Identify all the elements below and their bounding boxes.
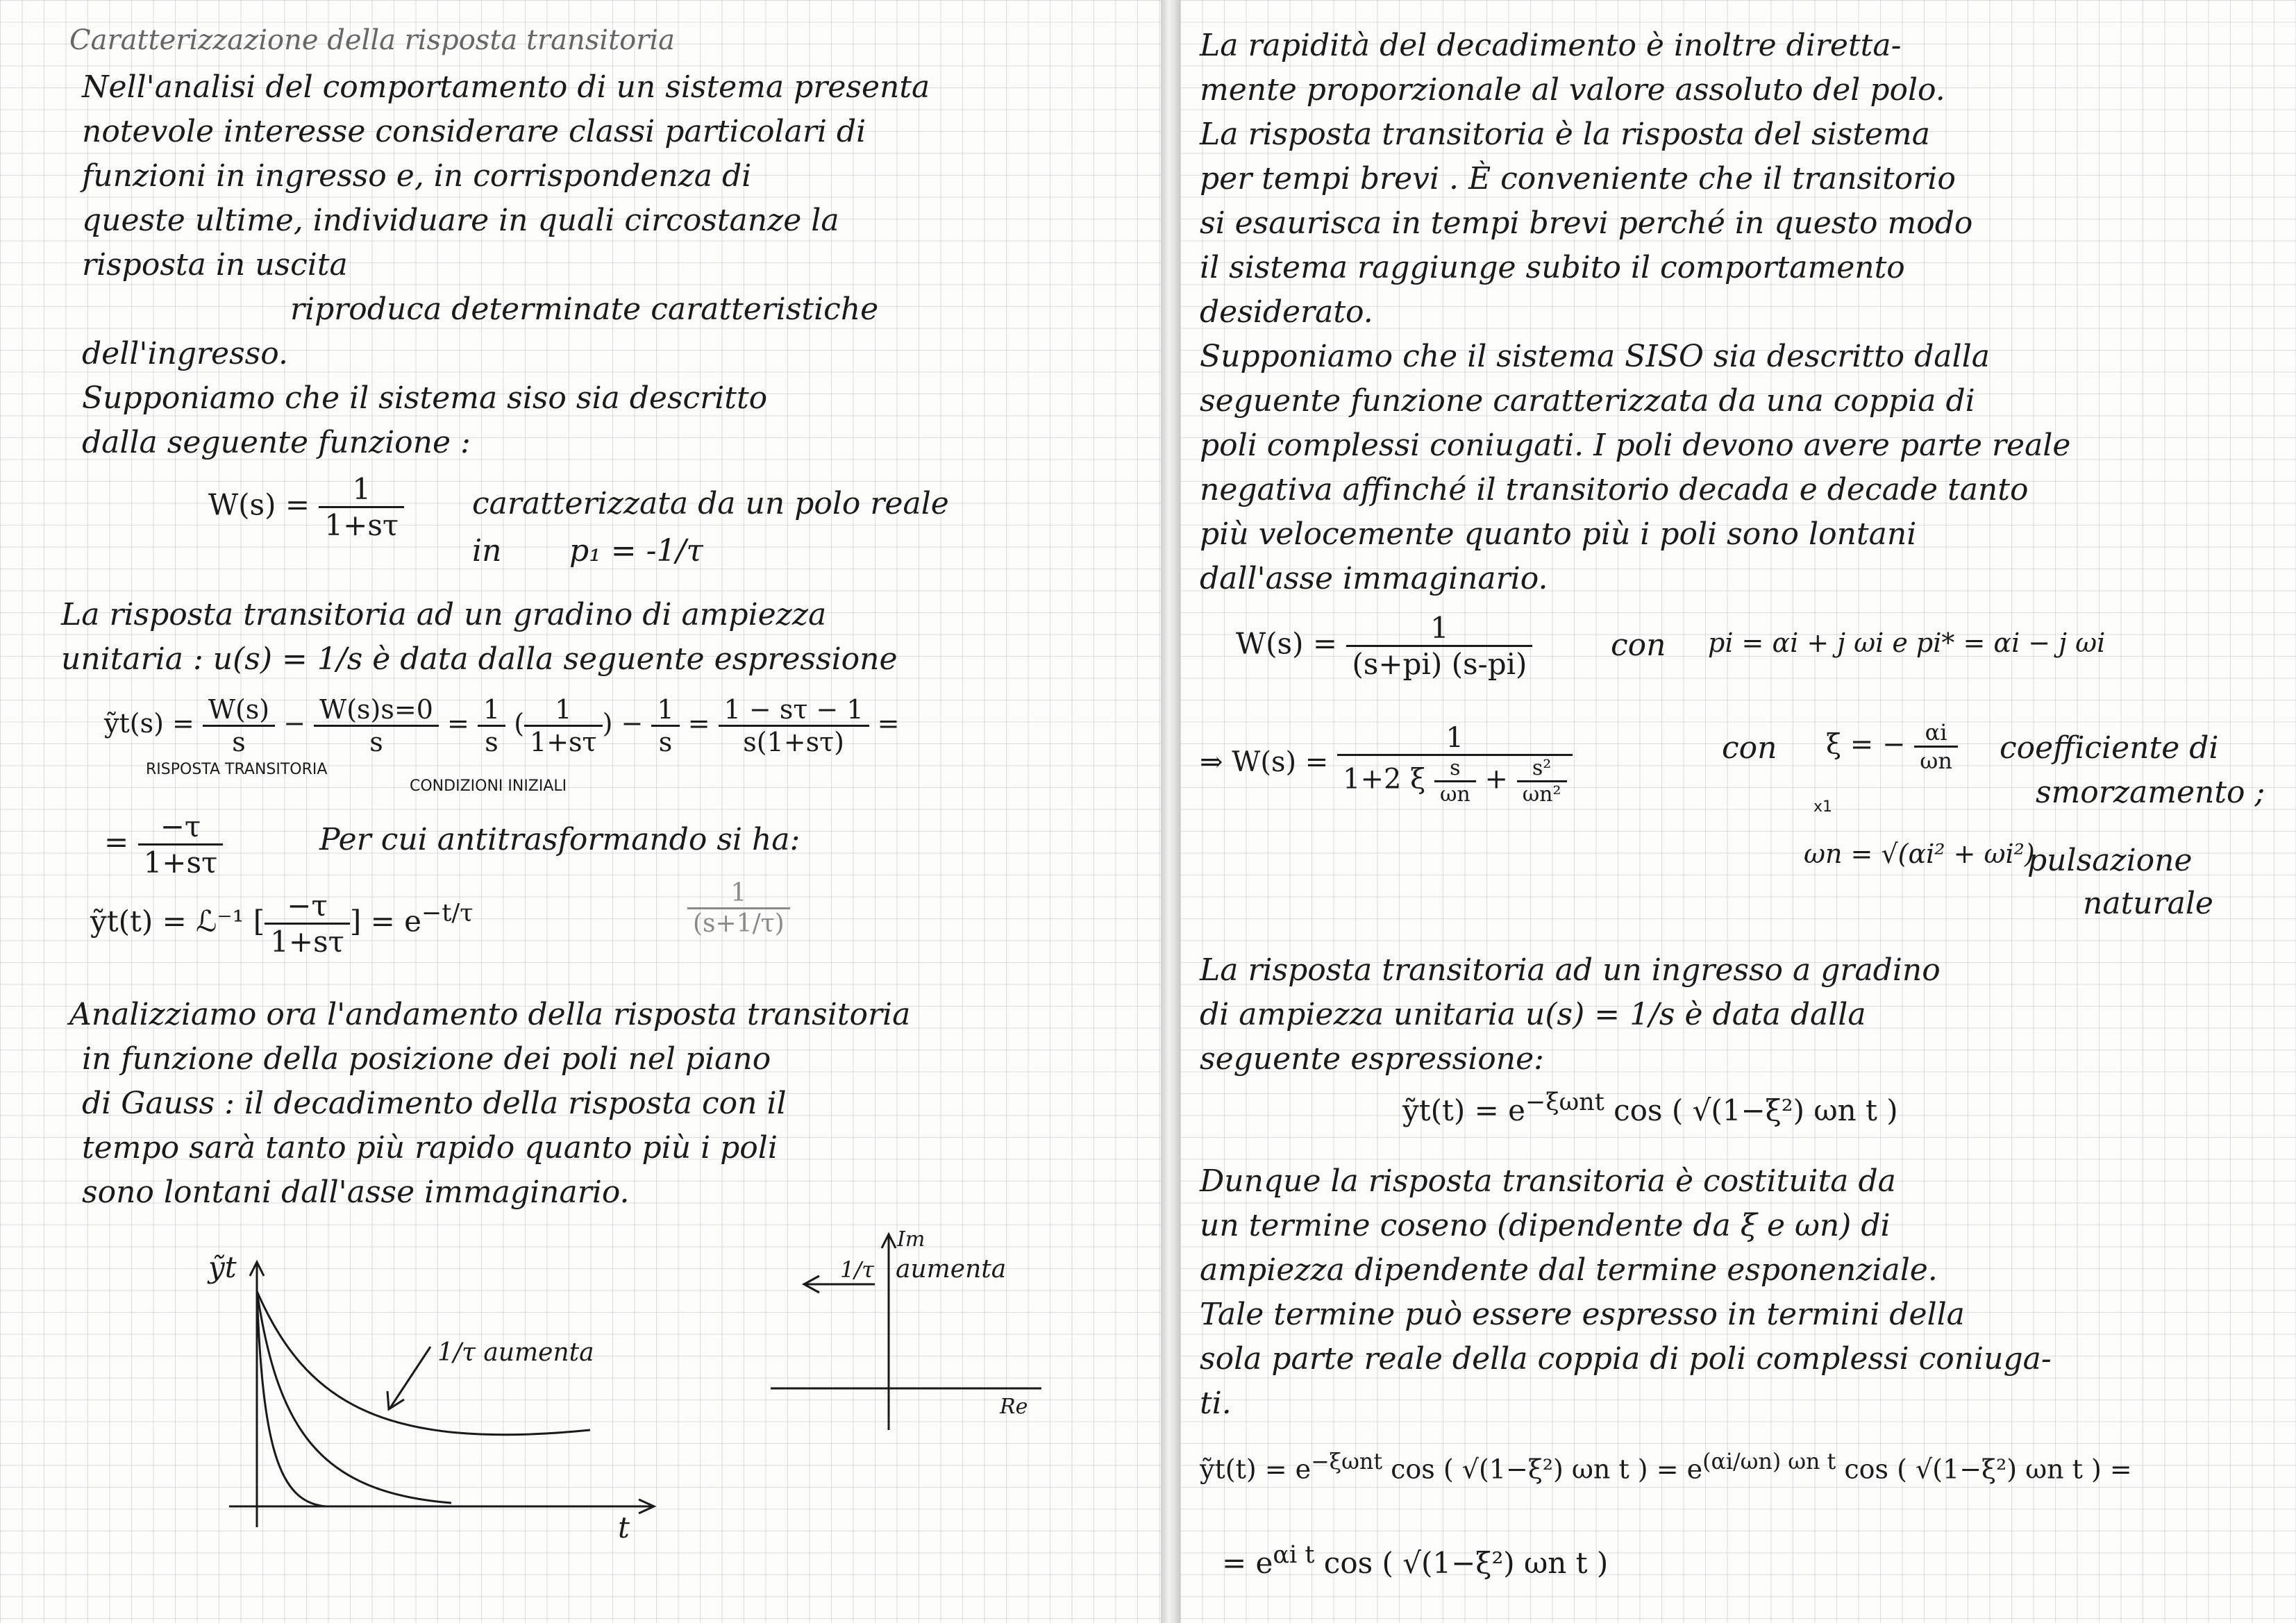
text-line: di Gauss : il decadimento della risposta con il	[82, 1086, 787, 1121]
text-line: riproduca determinate caratteristiche	[290, 292, 879, 327]
page-fold	[1161, 0, 1180, 1623]
annotation-condizioni-iniziali: CONDIZIONI INIZIALI	[410, 777, 567, 795]
text-line: notevole interesse considerare classi particolari di	[82, 114, 866, 149]
xi-note: x1	[1813, 798, 1833, 816]
transfer-function-equation	[208, 472, 404, 542]
expanded-response-equation: ỹt(t) = $e^{-\xi\omega nt}$ cos ( √(1−ξ²) ωn t ) = $e^{(\alpha i/\omega n) \omega n t}$ cos ( √(1−ξ²) ωn t ) =	[1200, 1449, 2132, 1485]
text-line: dell'ingresso.	[82, 336, 288, 371]
decay-curves-graph	[201, 1222, 673, 1541]
pole-in-label: in	[472, 533, 502, 569]
time-response-equation: ỹt(t) = ℒ⁻¹ [ $\frac{-\tau}{1+s\tau}$ ] = $e^{-t/\tau}$	[90, 889, 474, 959]
damped-cosine-response: ỹt(t) = $e^{-\xi\omega nt}$ cos ( √(1−ξ²) ωn t )	[1402, 1088, 1898, 1127]
graph2-annotation: aumenta	[896, 1255, 1007, 1284]
natural-label: naturale	[2083, 886, 2213, 921]
text-line: tempo sarà tanto più rapido quanto più i poli	[82, 1130, 778, 1166]
graph2-xlabel: Re	[1000, 1395, 1028, 1419]
damping-coefficient-def: ξ = − $\frac{\alpha i}{\omega n}$	[1826, 719, 1958, 774]
text-line: Dunque la risposta transitoria è costituita da	[1200, 1163, 1896, 1199]
text-line: sono lontani dall'asse immaginario.	[82, 1175, 630, 1210]
medium-decay-curve	[257, 1291, 451, 1503]
normalized-transfer-function: ⇒ W(s) = 1 1+2 ξ $\frac{s}{\omega n}$ + $\frac{\text{s²}}{\text{ωn²}}$	[1200, 722, 1573, 807]
text-line: La rapidità del decadimento è inoltre diretta-	[1200, 28, 1902, 63]
s-plane-graph	[764, 1208, 1055, 1444]
antitransform-text: Per cui antitrasformando si ha:	[319, 822, 801, 857]
text-line: unitaria : u(s) = 1/s è data dalla seguente espressione	[61, 641, 898, 677]
page-title: Caratterizzazione della risposta transitoria	[69, 24, 676, 56]
text-line: in funzione della posizione dei poli nel piano	[82, 1041, 771, 1077]
pole-description: caratterizzata da un polo reale	[472, 486, 949, 521]
con-label: con	[1611, 628, 1666, 663]
coefficient-label: coefficiente di	[2000, 730, 2219, 766]
text-line: desiderato.	[1200, 294, 1373, 330]
text-line: La risposta transitoria ad un gradino di ampiezza	[61, 597, 827, 632]
graph1-ylabel: ỹt	[208, 1250, 237, 1284]
step-response-laplace-equation: ỹt(s) = $\frac{W(s)}{s}$ − $\frac{W(s)s=0}{s}$ = $\frac{1}{s}$ ( $\frac{1}{1+s\tau}$ ) − $\frac{1}{s}$ = $\frac{1 - s\tau - 1}{s(1+s\tau)}$ =	[104, 694, 900, 757]
text-line: ampiezza dipendente dal termine esponenziale.	[1200, 1252, 1938, 1288]
text-line: mente proporzionale al valore assoluto del polo.	[1200, 72, 1945, 108]
text-line: seguente funzione caratterizzata da una coppia di	[1200, 383, 1975, 419]
fast-decay-curve	[257, 1291, 326, 1506]
text-line: queste ultime, individuare in quali circostanze la	[82, 203, 839, 238]
text-line: Supponiamo che il sistema SISO sia descritto dalla	[1200, 339, 1990, 374]
text-line: Supponiamo che il sistema siso sia descritto	[82, 380, 768, 416]
con-label-2: con	[1722, 730, 1777, 766]
text-line: Tale termine può essere espresso in termini della	[1200, 1297, 1965, 1332]
annotation-risposta-transitoria: RISPOSTA TRANSITORIA	[146, 761, 328, 778]
pole-definitions: pi = αi + j ωi e pi* = αi − j ωi	[1708, 628, 2106, 658]
faint-fraction: $\frac{1}{(s+1/\tau)}$	[687, 879, 790, 938]
text-line: Nell'analisi del comportamento di un sistema presenta	[82, 69, 930, 105]
text-line: si esaurisca in tempi brevi perché in questo modo	[1200, 205, 1973, 241]
fraction: $\frac{1}{1+s\tau}$	[319, 472, 404, 542]
text-line: negativa affinché il transitorio decada e decade tanto	[1200, 472, 2029, 507]
damping-label: smorzamento ;	[2036, 775, 2265, 810]
graph1-xlabel: t	[618, 1511, 630, 1541]
trend-arrow	[390, 1347, 430, 1408]
eq-lhs: W(s) =	[208, 487, 310, 522]
text-line: poli complessi coniugati. I poli devono avere parte reale	[1200, 428, 2071, 463]
text-line: seguente espressione:	[1200, 1041, 1544, 1077]
text-line: per tempi brevi . È conveniente che il transitorio	[1200, 161, 1956, 196]
text-line: ti.	[1200, 1386, 1232, 1421]
text-line: più velocemente quanto più i poli sono lontani	[1200, 516, 1917, 552]
graph1-annotation: 1/τ aumenta	[437, 1338, 594, 1367]
simplified-expression: = $\frac{-\tau}{1+s\tau}$	[104, 809, 223, 880]
text-line: il sistema raggiunge subito il comportamento	[1200, 250, 1905, 285]
text-line: La risposta transitoria ad un ingresso a gradino	[1200, 952, 1941, 988]
complex-pole-transfer-function: W(s) = $\frac{1}{(s+pi) (s-pi)}$	[1236, 611, 1532, 681]
graph2-arrow-label: 1/τ	[840, 1256, 874, 1283]
pole-value: p₁ = -1/τ	[569, 533, 703, 569]
text-line: sola parte reale della coppia di poli complessi coniuga-	[1200, 1341, 2052, 1377]
natural-frequency-def: ωn = √(αi² + ωi²)	[1804, 839, 2035, 869]
final-response-equation: = $e^{\alpha i t}$ cos ( √(1−ξ²) ωn t )	[1222, 1541, 1609, 1580]
text-line: dall'asse immaginario.	[1200, 561, 1548, 596]
text-line: dalla seguente funzione :	[82, 425, 471, 460]
right-page	[1180, 0, 2296, 1623]
text-line: risposta in uscita	[82, 247, 348, 283]
text-line: funzioni in ingresso e, in corrispondenza di	[82, 158, 752, 194]
text-line: un termine coseno (dipendente da ξ e ωn) di	[1200, 1208, 1891, 1243]
text-line: di ampiezza unitaria u(s) = 1/s è data dalla	[1200, 997, 1866, 1032]
pulsation-label: pulsazione	[2027, 843, 2193, 878]
text-line: Analizziamo ora l'andamento della risposta transitoria	[69, 997, 911, 1032]
text-line: La risposta transitoria è la risposta del sistema	[1200, 117, 1931, 152]
graph2-ylabel: Im	[897, 1227, 925, 1252]
